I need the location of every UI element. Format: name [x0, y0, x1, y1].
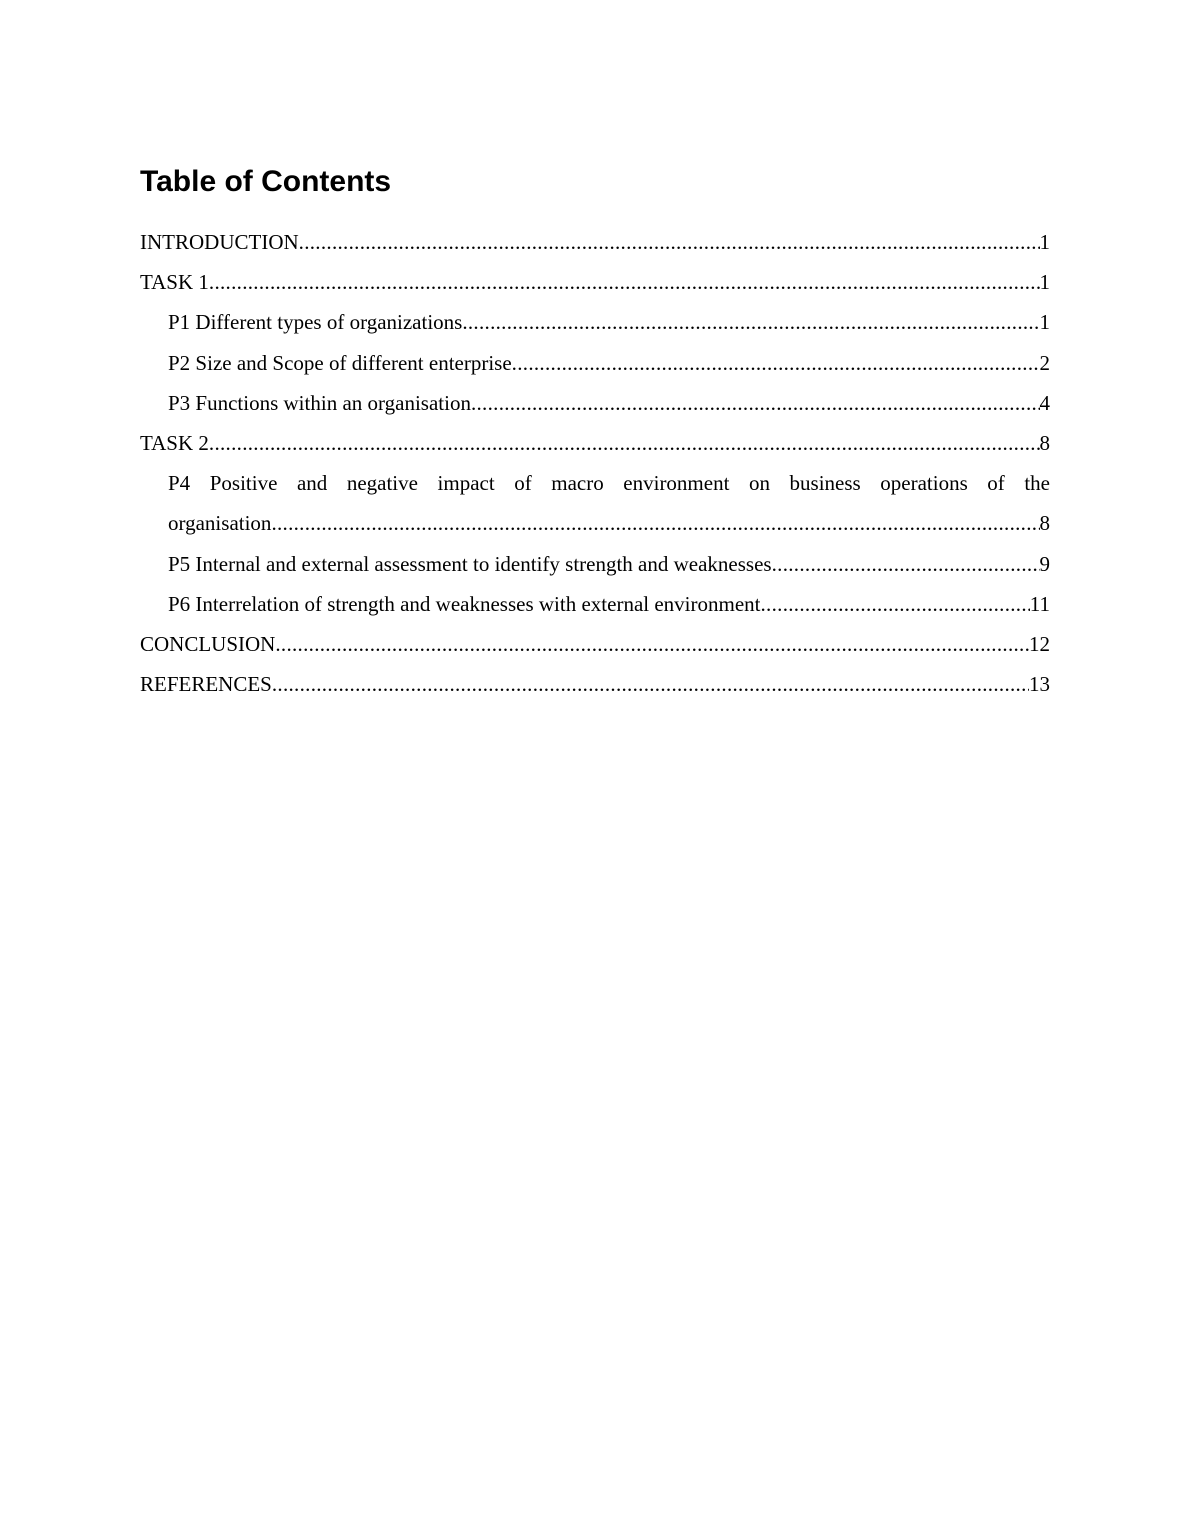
- toc-entry-references[interactable]: [140, 664, 1050, 704]
- dot-leader: [271, 503, 1039, 543]
- dot-leader: [275, 624, 1029, 664]
- toc-entry-page-number: 1: [1039, 230, 1050, 254]
- toc-entry-p1[interactable]: [140, 302, 1050, 342]
- toc-title: Table of Contents: [140, 165, 392, 198]
- toc-entry-page-number: 11: [1029, 591, 1050, 616]
- toc-entry-conclusion[interactable]: [140, 624, 1050, 664]
- toc-entry-page-number: 1: [1039, 310, 1050, 335]
- toc-entry-page-number: 9: [1039, 551, 1050, 576]
- toc-entry-label: INTRODUCTION: [140, 230, 299, 254]
- dot-leader: [462, 302, 1039, 342]
- toc-entry-label: TASK 2: [140, 430, 209, 455]
- toc-entry-task-1[interactable]: [140, 262, 1050, 302]
- toc-entry-page-number: 8: [1039, 430, 1050, 455]
- toc-entry-p3[interactable]: [140, 383, 1050, 423]
- toc-entry-p6[interactable]: [140, 584, 1050, 624]
- dot-leader: [761, 584, 1030, 624]
- toc-entry-p4[interactable]: [140, 463, 1050, 543]
- dot-leader: [209, 262, 1040, 302]
- toc-entry-label: P6 Interrelation of strength and weaknesses with external environment: [168, 591, 761, 616]
- dot-leader: [512, 343, 1040, 383]
- dot-leader: [209, 423, 1040, 463]
- toc-entry-page-number: 1: [1039, 270, 1050, 295]
- dot-leader: [299, 222, 1040, 262]
- toc-entry-page-number: 12: [1029, 631, 1050, 656]
- toc-entry-label-line-1: P4 Positive and negative impact of macro environment on business operations of the: [168, 471, 1050, 496]
- dot-leader: [772, 544, 1040, 584]
- toc-entry-label: P1 Different types of organizations: [168, 310, 463, 335]
- toc-entry-label: P3 Functions within an organisation: [168, 390, 471, 415]
- toc-entry-page-number: 4: [1039, 390, 1050, 415]
- dot-leader: [272, 664, 1029, 704]
- toc-entry-page-number: 8: [1039, 511, 1050, 536]
- toc-entry-p2[interactable]: [140, 343, 1050, 383]
- toc-entry-label-line-2: organisation: [168, 511, 272, 536]
- toc-entry-page-number: 2: [1039, 350, 1050, 375]
- toc-entry-label: TASK 1: [140, 270, 209, 295]
- toc-entry-introduction[interactable]: [140, 222, 1050, 262]
- toc-entry-line-2: [168, 503, 1050, 543]
- toc-entry-page-number: 13: [1029, 672, 1050, 697]
- dot-leader: [471, 383, 1040, 423]
- toc-entry-label: P2 Size and Scope of different enterprise: [168, 350, 512, 375]
- toc-list: [140, 222, 1050, 704]
- toc-entry-label: REFERENCES: [140, 672, 272, 697]
- toc-entry-p5[interactable]: [140, 544, 1050, 584]
- toc-entry-task-2[interactable]: [140, 423, 1050, 463]
- toc-entry-label: CONCLUSION: [140, 631, 276, 656]
- toc-entry-label: P5 Internal and external assessment to identify strength and weaknesses: [168, 551, 772, 576]
